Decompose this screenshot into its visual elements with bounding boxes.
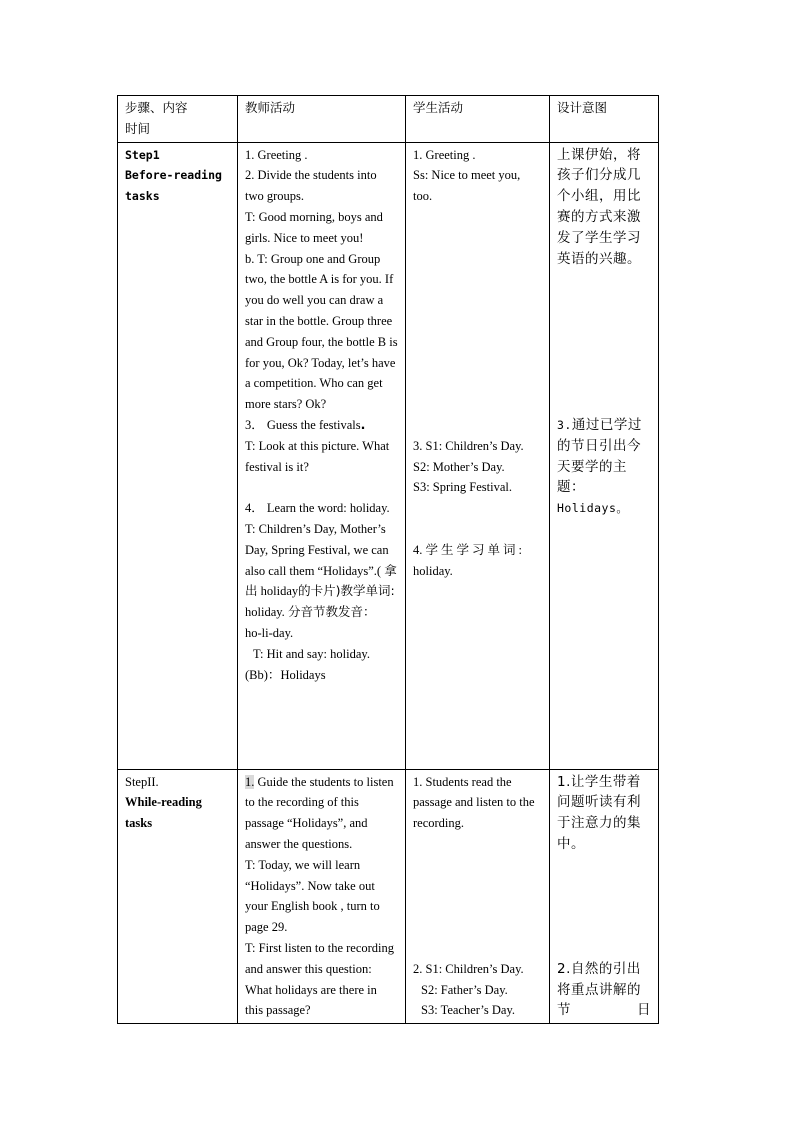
step1-teacher-l7-cjk1: 拿出 <box>245 562 397 599</box>
step2-student-l3: S2: Father’s Day. <box>421 982 508 997</box>
step1-teacher-l5-num: 3 <box>245 417 252 432</box>
step2-teacher-l2: T: Today, we will learn “Holidays”. Now take out your English book , turn to page 29. <box>245 857 380 935</box>
step1-intent-cell <box>550 142 659 769</box>
step1-teacher-l10: (Bb)：Holidays <box>245 666 326 682</box>
step1-teacher-l7: 4． Learn the word: holiday. T: Children’s Day, Mother’s Day, Spring Festival, we can also call them “Holidays”.( 拿出 holiday的卡片)教学单词: holiday. 分音节教发音： <box>245 500 397 620</box>
step1-student-l2: Ss: Nice to meet you, too. <box>413 168 521 204</box>
table-header-row <box>118 96 659 143</box>
step2-teacher-l3: T: First listen to the recording and answer this question: What holidays are there in this passage? <box>245 940 395 1018</box>
step2-name-cell <box>118 769 238 1024</box>
step1-name-line3: tasks <box>125 189 160 204</box>
step1-student-cell <box>406 142 550 769</box>
step1-student-l5: S3: Spring Festival. <box>413 480 512 495</box>
step2-student-l4: S3: Teacher’s Day. <box>421 1003 516 1018</box>
step1-intent-p2 <box>557 415 651 519</box>
step1-name-cell <box>118 142 238 769</box>
header-step-line2: 时间 <box>125 120 151 136</box>
step1-student-l6 <box>413 540 542 582</box>
step1-student-l6-b: : holiday. <box>413 542 522 578</box>
step1-student-l6-a: 4. <box>413 542 423 557</box>
step1-teacher-l10-b: Holidays <box>280 667 326 682</box>
step1-name-line2: Before-reading <box>125 168 222 183</box>
step1-teacher-l9: T: Hit and say: holiday. <box>253 646 370 661</box>
step1-student-l4: S2: Mother’s Day. <box>413 459 505 474</box>
step2-intent-p1: 1.让学生带着问题听读有利于注意力的集中。 <box>557 773 641 852</box>
header-teacher: 教师活动 <box>238 96 406 143</box>
step2-intent-cell <box>550 769 659 1024</box>
step1-student-l6-cjk: 学生学习单词 <box>425 541 519 557</box>
step1-teacher-l2: 2. Divide the students into two groups. <box>245 168 377 204</box>
step2-teacher-l1-text: Guide the students to listen to the recording of this passage “Holidays”, and answer the questions. <box>245 774 394 851</box>
step1-teacher-l8: ho-li-day. <box>245 625 294 640</box>
header-step <box>118 96 238 143</box>
step1-teacher-l10-a: (Bb) <box>245 667 268 682</box>
step1-teacher-cell <box>238 142 406 769</box>
step1-student-l1: 1. Greeting . <box>413 147 476 162</box>
table-row-step2 <box>118 769 659 1024</box>
step1-teacher-l6: T: Look at this picture. What festival is it? <box>245 438 390 474</box>
step1-teacher-l5-text: Guess the festivals <box>266 417 361 432</box>
step2-name-line2: While-reading <box>125 795 202 810</box>
step2-student-l2: 2. S1: Children’s Day. <box>413 961 524 976</box>
step2-teacher-l1-num: 1. <box>245 774 255 789</box>
step1-teacher-l3: T: Good morning, boys and girls. Nice to meet you! <box>245 209 383 245</box>
table-row-step1 <box>118 142 659 769</box>
step2-intent-p3-a: 节 <box>557 1002 571 1019</box>
header-step-line1: 步骤、内容 <box>125 100 188 115</box>
step1-name-line1: Step1 <box>125 147 160 162</box>
step1-teacher-l4: b. T: Group one and Group two, the bottle A is for you. If you do well you can draw a star in the bottle. Group three and Group four, the bottle B is for you, Ok? Today, let’s have a competition. Who can get more stars? Ok? <box>245 251 398 412</box>
step1-teacher-l7-c: holiday. <box>245 605 285 620</box>
header-student: 学生活动 <box>406 96 550 143</box>
step1-intent-p1: 上课伊始，将孩子们分成几个小组，用比赛的方式来激发了学生学习英语的兴趣。 <box>557 146 641 267</box>
lesson-plan-table <box>117 95 659 1024</box>
step2-teacher-l1 <box>245 772 398 855</box>
step1-teacher-l1: 1. Greeting . <box>245 147 308 162</box>
step2-intent-p3 <box>557 1000 651 1021</box>
step1-teacher-l7-text: Learn the word: holiday. T: Children’s Day, Mother’s Day, Spring Festival, we can also call them “Holidays”.( <box>245 501 390 578</box>
step1-intent-p2-num: 3. <box>557 417 572 432</box>
step1-teacher-l5: 3． Guess the festivals. <box>245 416 366 432</box>
step2-teacher-cell <box>238 769 406 1024</box>
step2-student-cell <box>406 769 550 1024</box>
step1-teacher-l7-b: holiday <box>260 584 299 599</box>
step2-intent-p2: 2.自然的引出将重点讲解的 <box>557 960 641 998</box>
step2-name-line3: tasks <box>125 816 153 831</box>
step2-name-line1: StepII. <box>125 774 159 789</box>
step1-teacher-l7-cjk3: 分音节教发音： <box>287 604 376 620</box>
step1-intent-p2-word: Holidays。 <box>557 501 629 516</box>
step1-student-l3: 3. S1: Children’s Day. <box>413 438 524 453</box>
header-intent: 设计意图 <box>550 96 659 143</box>
step2-student-l1: 1. Students read the passage and listen to the recording. <box>413 774 535 831</box>
step1-intent-p2-text: 通过已学过的节日引出今天要学的主题： <box>557 416 642 496</box>
step2-intent-p3-b: 日 <box>637 1002 651 1019</box>
step1-teacher-l7-num: 4 <box>245 501 252 516</box>
step1-teacher-l7-cjk2: 的卡片)教学单词: <box>298 583 395 599</box>
